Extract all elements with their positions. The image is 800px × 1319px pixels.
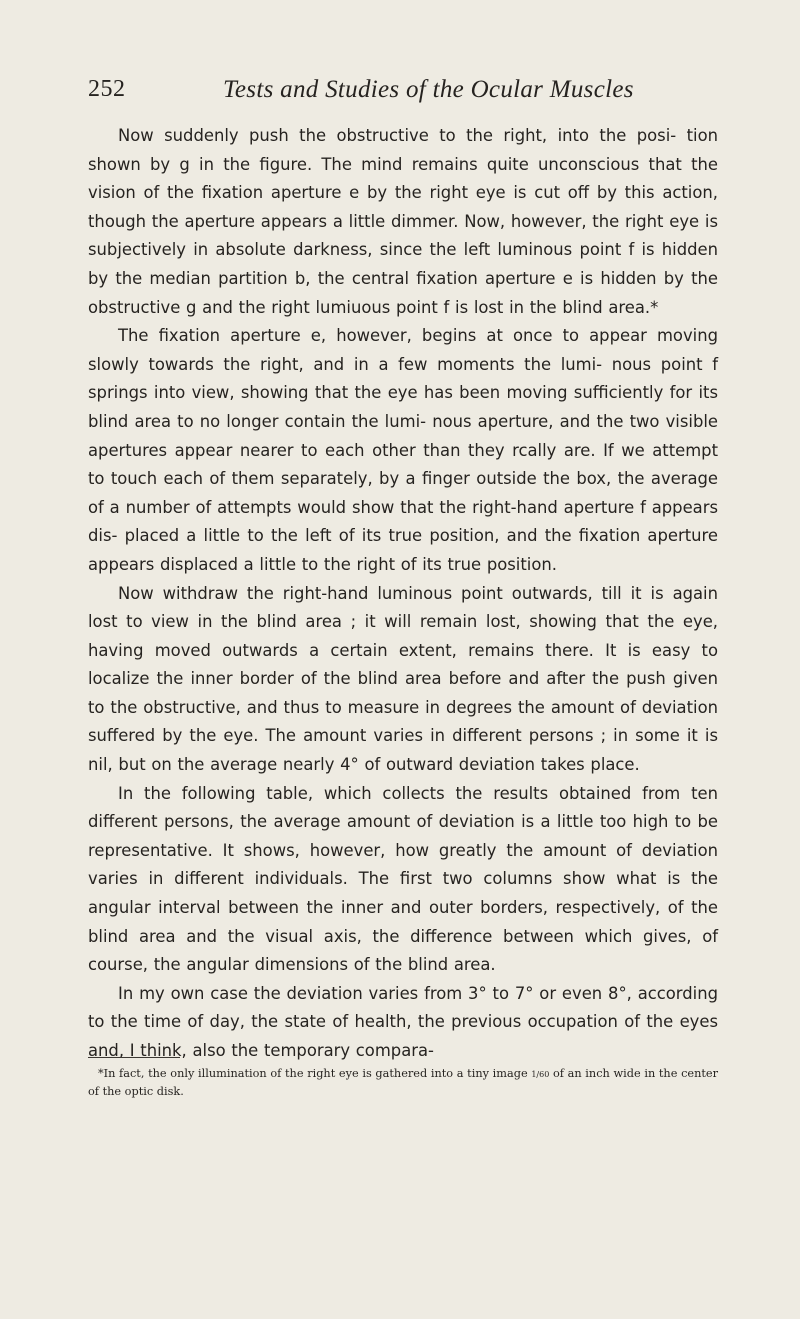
paragraph: Now withdraw the right-hand luminous point outwards, till it is again lost to view in the blind area ; it will remain lost, showing that the eye, having moved outwards a certain extent, remains there. It is easy to localize the inner border of the blind area before and after the push given to the obstructive, and thus to measure in degrees the amount of deviation suffered by the eye. The amount varies in different persons ; in some it is nil, but on the average nearly 4° of outward deviation takes place. (88, 583, 718, 775)
footnote-text-before: *In fact, the only illumination of the right eye is gathered into a tiny image (98, 1067, 528, 1080)
footnote-divider (88, 1057, 180, 1058)
paragraph: Now suddenly push the obstructive to the right, into the posi- tion shown by g in the figure. The mind remains quite unconscious that the vision of the fixation aperture e by the right eye is cut off by this action, though the aperture appears a little dimmer. Now, however, the right eye is subjectively in absolute darkness, since the left luminous point f is hidden by the median partition b, the central fixation aperture e is hidden by the obstructive g and the right lumiuous point f is lost in the blind area.* (88, 126, 718, 317)
footnote-text-after: of an inch wide in the center of the optic disk. (88, 1067, 718, 1098)
body-text (88, 122, 718, 1066)
paragraph: In the following table, which collects the results obtained from ten different persons, the average amount of deviation is a little too high to be representative. It shows, however, how greatly the amount of deviation varies in different individuals. The first two columns show what is the angular interval between the inner and outer borders, respectively, of the blind area and the visual axis, the difference between which gives, of course, the angular dimensions of the blind area. (88, 783, 718, 975)
footnote-fraction: 1/60 (531, 1070, 550, 1079)
page-header (88, 76, 718, 110)
running-title: Tests and Studies of the Ocular Muscles (223, 76, 634, 103)
paragraph: In my own case the deviation varies from 3° to 7° or even 8°, according to the time of day, the state of health, the previous occupation of the eyes and, I think, also the temporary compara- (88, 983, 718, 1060)
footnote (88, 1065, 718, 1100)
paragraph: The fixation aperture e, however, begins at once to appear moving slowly towards the right, and in a few moments the lumi- nous point f springs into view, showing that the eye has been moving sufficiently for its blind area to no longer contain the lumi- nous aperture, and the two visible apertures appear nearer to each other than they rcally are. If we attempt to touch each of them separately, by a finger outside the box, the average of a number of attempts would show that the right-hand aperture f appears dis- placed a little to the left of its true position, and the fixation aperture appears displaced a little to the right of its true position. (88, 326, 718, 574)
page-number: 252 (88, 76, 126, 102)
